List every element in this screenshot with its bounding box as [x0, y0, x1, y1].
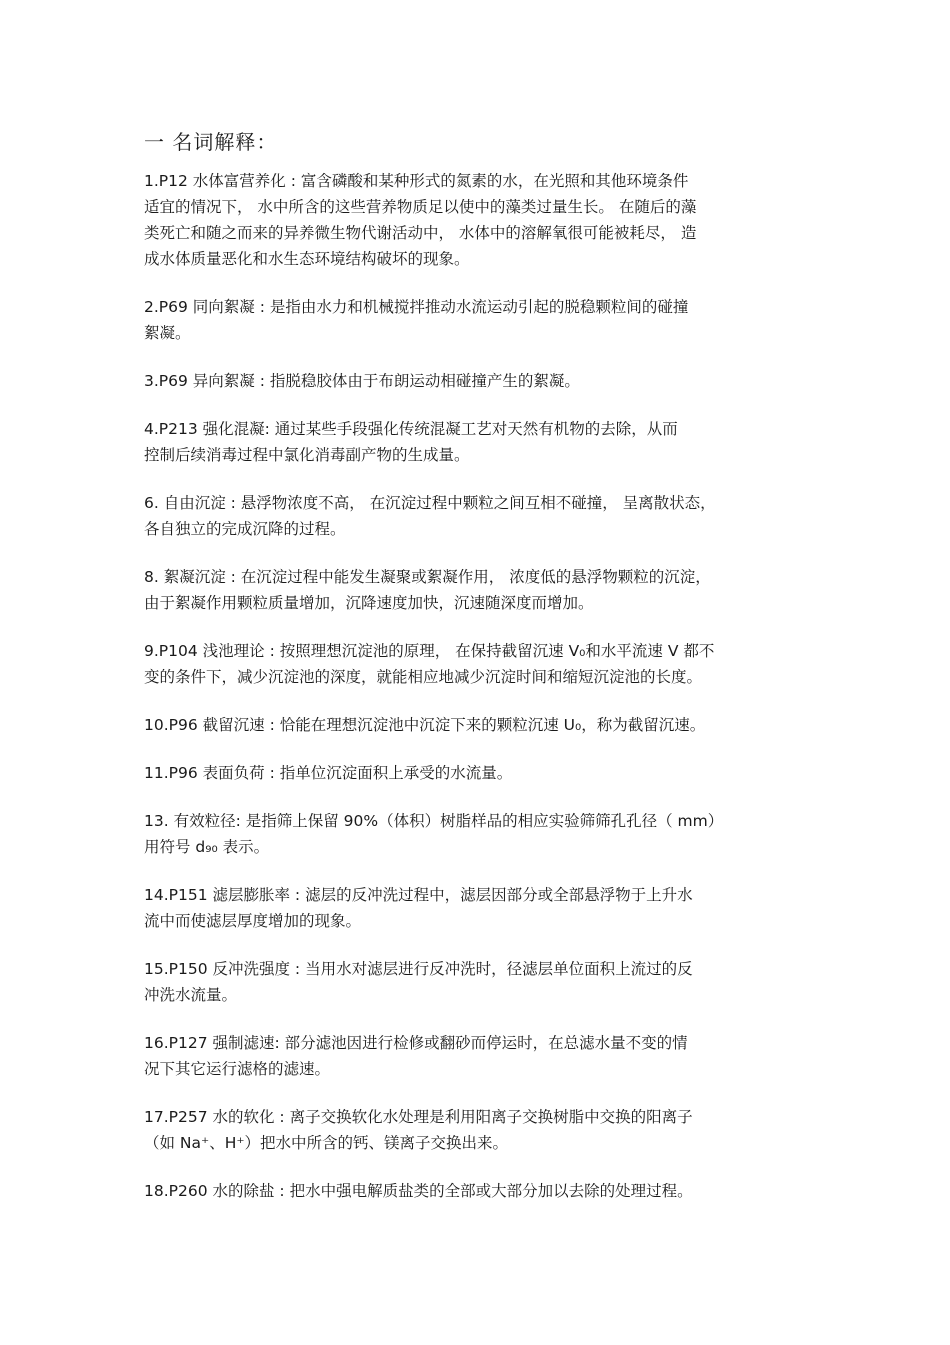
definition-line: 16.P127 强制滤速: 部分滤池因进行检修或翻砂而停运时，在总滤水量不变的情 — [144, 1034, 688, 1052]
definition-line: 18.P260 水的除盐 : 把水中强电解质盐类的全部或大部分加以去除的处理过程。 — [144, 1182, 693, 1200]
definition-entry — [144, 956, 814, 1008]
definition-entry — [144, 564, 814, 616]
definition-entry — [144, 1178, 814, 1204]
definition-line: 3.P69 异向絮凝 : 指脱稳胶体由于布朗运动相碰撞产生的絮凝。 — [144, 372, 580, 390]
definition-line: 4.P213 强化混凝: 通过某些手段强化传统混凝工艺对天然有机物的去除，从而 — [144, 420, 678, 438]
definition-line: 1.P12 水体富营养化 : 富含磷酸和某种形式的氮素的水，在光照和其他环境条件 — [144, 172, 689, 190]
definition-line: 况下其它运行滤格的滤速。 — [144, 1060, 331, 1078]
definition-line: 17.P257 水的软化 : 离子交换软化水处理是利用阳离子交换树脂中交换的阳离子 — [144, 1108, 693, 1126]
definition-line: 10.P96 截留沉速 : 恰能在理想沉淀池中沉淀下来的颗粒沉速 U₀，称为截留沉速。 — [144, 716, 706, 734]
definition-entry — [144, 760, 814, 786]
definition-line: 控制后续消毒过程中氯化消毒副产物的生成量。 — [144, 446, 470, 464]
definition-line: 15.P150 反冲洗强度 : 当用水对滤层进行反冲洗时，径滤层单位面积上流过的反 — [144, 960, 693, 978]
definition-entry — [144, 416, 814, 468]
definition-line: 8. 絮凝沉淀 : 在沉淀过程中能发生凝聚或絮凝作用， 浓度低的悬浮物颗粒的沉淀， — [144, 568, 711, 586]
definition-line: 由于絮凝作用颗粒质量增加，沉降速度加快，沉速随深度而增加。 — [144, 594, 594, 612]
definition-line: 适宜的情况下， 水中所含的这些营养物质足以使中的藻类过量生长。 在随后的藻 — [144, 198, 697, 216]
definition-line: 类死亡和随之而来的异养微生物代谢活动中， 水体中的溶解氧很可能被耗尽， 造 — [144, 224, 697, 242]
definition-entry — [144, 882, 814, 934]
definition-entry — [144, 168, 814, 272]
definition-list — [144, 168, 814, 1204]
definition-line: 13. 有效粒径: 是指筛上保留 90%（体积）树脂样品的相应实验筛筛孔孔径（ mm） — [144, 812, 724, 830]
document-page — [144, 128, 814, 1226]
definition-line: 6. 自由沉淀 : 悬浮物浓度不高， 在沉淀过程中颗粒之间互相不碰撞， 呈离散状态， — [144, 494, 716, 512]
definition-entry — [144, 1030, 814, 1082]
definition-line: 冲洗水流量。 — [144, 986, 238, 1004]
definition-line: 11.P96 表面负荷 : 指单位沉淀面积上承受的水流量。 — [144, 764, 513, 782]
definition-entry — [144, 1104, 814, 1156]
definition-entry — [144, 294, 814, 346]
definition-line: 流中而使滤层厚度增加的现象。 — [144, 912, 362, 930]
definition-line: 絮凝。 — [144, 324, 191, 342]
definition-line: 用符号 d₉₀ 表示。 — [144, 838, 270, 856]
definition-line: 2.P69 同向絮凝 : 是指由水力和机械搅拌推动水流运动引起的脱稳颗粒间的碰撞 — [144, 298, 689, 316]
definition-entry — [144, 808, 814, 860]
definition-line: （如 Na⁺、H⁺）把水中所含的钙、镁离子交换出来。 — [144, 1134, 509, 1152]
definition-line: 变的条件下，减少沉淀池的深度，就能相应地减少沉淀时间和缩短沉淀池的长度。 — [144, 668, 703, 686]
definition-line: 14.P151 滤层膨胀率 : 滤层的反冲洗过程中，滤层因部分或全部悬浮物于上升水 — [144, 886, 693, 904]
definition-entry — [144, 638, 814, 690]
definition-line: 各自独立的完成沉降的过程。 — [144, 520, 346, 538]
definition-line: 9.P104 浅池理论 : 按照理想沉淀池的原理， 在保持截留沉速 V₀和水平流速 V 都不 — [144, 642, 715, 660]
definition-entry — [144, 712, 814, 738]
definition-entry — [144, 368, 814, 394]
section-title: 一 名词解释： — [144, 130, 278, 154]
definition-entry — [144, 490, 814, 542]
definition-line: 成水体质量恶化和水生态环境结构破坏的现象。 — [144, 250, 470, 268]
